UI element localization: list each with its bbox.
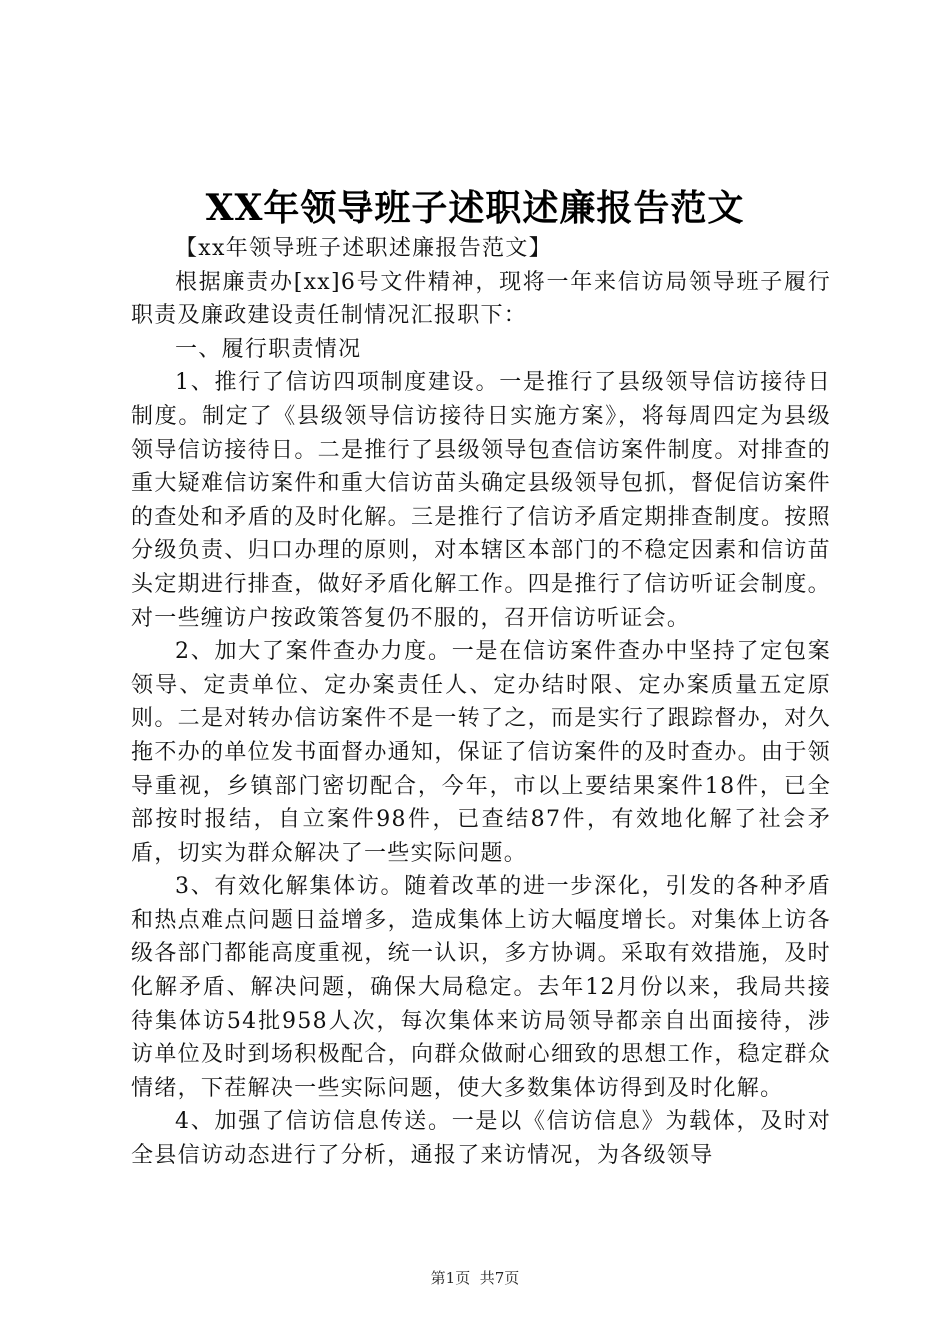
document-title: XX年领导班子述职述廉报告范文 bbox=[205, 187, 745, 229]
paragraph-item-2: 2、加大了案件查办力度。一是在信访案件查办中坚持了定包案领导、定责单位、定办案责任人、定办结时限、定办案质量五定原则。二是对转办信访案件不是一转了之，而是实行了跟踪督办，对久拖不办的单位发书面督办通知，保证了信访案件的及时查办。由于领导重视，乡镇部门密切配合，今年，市以上要结果案件18件，已全部按时报结，自立案件98件，已查结87件，有效地化解了社会矛盾，切实为群众解决了一些实际问题。 bbox=[131, 639, 831, 866]
paragraph-item-3: 3、有效化解集体访。随着改革的进一步深化，引发的各种矛盾和热点难点问题日益增多，造成集体上访大幅度增长。对集体上访各级各部门都能高度重视，统一认识，多方协调。采取有效措施，及时化解矛盾、解决问题，确保大局稳定。去年12月份以来，我局共接待集体访54批958人次，每次集体来访局领导都亲自出面接待，涉访单位及时到场积极配合，向群众做耐心细致的思想工作，稳定群众情绪，下茬解决一些实际问题，使大多数集体访得到及时化解。 bbox=[131, 874, 831, 1101]
page-total: 共7页 bbox=[479, 1269, 520, 1287]
paragraph-item-1: 1、推行了信访四项制度建设。一是推行了县级领导信访接待日制度。制定了《县级领导信访接待日实施方案》，将每周四定为县级领导信访接待日。二是推行了县级领导包查信访案件制度。对排查的重大疑难信访案件和重大信访苗头确定县级领导包抓，督促信访案件的查处和矛盾的及时化解。三是推行了信访矛盾定期排查制度。按照分级负责、归口办理的原则，对本辖区本部门的不稳定因素和信访苗头定期进行排查，做好矛盾化解工作。四是推行了信访听证会制度。对一些缠访户按政策答复仍不服的，召开信访听证会。 bbox=[131, 370, 831, 631]
paragraph-item-4: 4、加强了信访信息传送。一是以《信访信息》为载体，及时对全县信访动态进行了分析，通报了来访情况，为各级领导 bbox=[131, 1109, 831, 1169]
document-body bbox=[131, 232, 831, 1173]
paragraph-intro: 根据廉责办[xx]6号文件精神，现将一年来信访局领导班子履行职责及廉政建设责任制情况汇报职下： bbox=[131, 269, 831, 329]
section-heading: 一、履行职责情况 bbox=[175, 336, 362, 362]
page-number: 第1页 bbox=[430, 1269, 471, 1287]
paragraph-subtitle: 【xx年领导班子述职述廉报告范文】 bbox=[175, 236, 552, 261]
page-footer bbox=[0, 1268, 950, 1288]
